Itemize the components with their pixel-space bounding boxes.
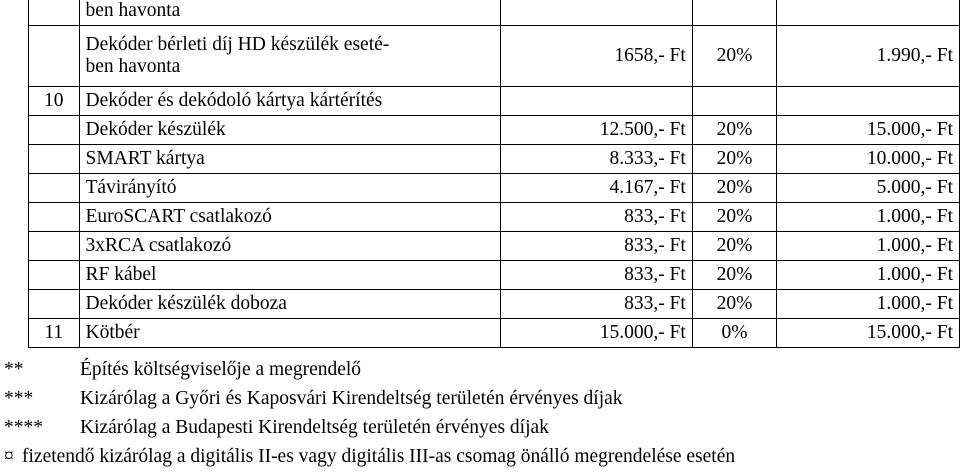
row-number-cell (29, 145, 80, 174)
gross-price-cell (777, 319, 960, 348)
gross-price-cell (777, 174, 960, 203)
net-price: 833,- Ft (624, 235, 686, 256)
price-table (28, 0, 960, 348)
item-name-line: ben havonta (85, 56, 181, 77)
item-name-cell (79, 232, 501, 261)
vat-rate-cell (692, 145, 776, 174)
row-number-cell (29, 174, 80, 203)
row-number-cell (29, 26, 80, 87)
gross-price-cell (777, 87, 960, 116)
item-name-cell (79, 174, 501, 203)
vat-rate-cell (692, 232, 776, 261)
item-name-cell (79, 0, 501, 26)
footnote-text: fizetendő kizárólag a digitális II-es vagy digitális III-as csomag önálló megrendelése esetén (22, 446, 736, 467)
footnote-mark: ¤ (4, 446, 14, 467)
table-row (29, 290, 960, 319)
gross-price: 5.000,- Ft (876, 177, 953, 198)
footnote (0, 413, 960, 442)
vat-rate-cell (692, 290, 776, 319)
item-name-line: SMART kártya (85, 148, 205, 169)
gross-price: 15.000,- Ft (866, 322, 953, 343)
footnote (0, 442, 960, 471)
vat-rate-cell (692, 26, 776, 87)
gross-price: 15.000,- Ft (866, 119, 953, 140)
row-number-cell (29, 319, 80, 348)
vat-rate: 0% (721, 322, 748, 343)
item-name-cell (79, 116, 501, 145)
vat-rate-cell (692, 203, 776, 232)
gross-price: 1.000,- Ft (876, 264, 953, 285)
row-number-cell (29, 116, 80, 145)
price-table-body (29, 0, 960, 348)
gross-price: 1.000,- Ft (876, 235, 953, 256)
footnote-text: Kizárólag a Győri és Kaposvári Kirendeltség területén érvényes díjak (80, 388, 623, 409)
gross-price: 1.990,- Ft (876, 45, 953, 66)
row-number-cell (29, 232, 80, 261)
gross-price: 1.000,- Ft (876, 206, 953, 227)
vat-rate: 20% (716, 119, 753, 140)
table-row (29, 26, 960, 87)
row-number: 11 (44, 322, 64, 343)
row-number-cell (29, 203, 80, 232)
gross-price-cell (777, 290, 960, 319)
item-name-line: 3xRCA csatlakozó (85, 235, 232, 256)
footnote-mark: *** (4, 388, 34, 409)
gross-price-cell (777, 203, 960, 232)
gross-price: 10.000,- Ft (866, 148, 953, 169)
row-number-cell (29, 290, 80, 319)
net-price-cell (501, 0, 692, 26)
gross-price-cell (777, 0, 960, 26)
table-row (29, 116, 960, 145)
vat-rate-cell (692, 116, 776, 145)
footnote-mark: **** (4, 417, 43, 438)
vat-rate-cell (692, 0, 776, 26)
net-price: 15.000,- Ft (599, 322, 686, 343)
table-row (29, 261, 960, 290)
net-price-cell (501, 232, 692, 261)
vat-rate: 20% (716, 293, 753, 314)
gross-price-cell (777, 26, 960, 87)
table-row (29, 87, 960, 116)
table-row (29, 319, 960, 348)
vat-rate: 20% (716, 206, 753, 227)
item-name-line: Dekóder készülék (85, 119, 226, 140)
footnote-mark: ** (4, 359, 24, 380)
gross-price-cell (777, 232, 960, 261)
net-price-cell (501, 174, 692, 203)
item-name-line: Dekóder bérleti díj HD készülék eseté- (85, 34, 390, 55)
vat-rate-cell (692, 261, 776, 290)
row-number-cell (29, 261, 80, 290)
item-name-line: Dekóder készülék doboza (85, 293, 287, 314)
vat-rate: 20% (716, 45, 753, 66)
table-row (29, 0, 960, 26)
vat-rate-cell (692, 319, 776, 348)
net-price: 12.500,- Ft (599, 119, 686, 140)
footnote-text: Kizárólag a Budapesti Kirendeltség területén érvényes díjak (80, 417, 549, 438)
net-price-cell (501, 116, 692, 145)
net-price: 8.333,- Ft (609, 148, 686, 169)
net-price-cell (501, 290, 692, 319)
item-name-line: Kötbér (85, 322, 140, 343)
footnote (0, 355, 960, 384)
gross-price: 1.000,- Ft (876, 293, 953, 314)
gross-price-cell (777, 116, 960, 145)
table-row (29, 203, 960, 232)
net-price: 833,- Ft (624, 293, 686, 314)
item-name-cell (79, 26, 501, 87)
net-price-cell (501, 261, 692, 290)
item-name-cell (79, 319, 501, 348)
vat-rate: 20% (716, 235, 753, 256)
vat-rate-cell (692, 174, 776, 203)
item-name-cell (79, 145, 501, 174)
net-price: 833,- Ft (624, 264, 686, 285)
footnotes (0, 355, 960, 471)
net-price-cell (501, 145, 692, 174)
vat-rate: 20% (716, 264, 753, 285)
item-name-cell (79, 203, 501, 232)
row-number-cell (29, 87, 80, 116)
table-row (29, 174, 960, 203)
net-price: 833,- Ft (624, 206, 686, 227)
row-number-cell (29, 0, 80, 26)
gross-price-cell (777, 145, 960, 174)
item-name-cell (79, 290, 501, 319)
net-price-cell (501, 26, 692, 87)
net-price: 4.167,- Ft (609, 177, 686, 198)
net-price-cell (501, 203, 692, 232)
item-name-cell (79, 261, 501, 290)
gross-price-cell (777, 261, 960, 290)
net-price-cell (501, 319, 692, 348)
item-name-line: RF kábel (85, 264, 157, 285)
vat-rate-cell (692, 87, 776, 116)
item-name-cell (79, 87, 501, 116)
row-number: 10 (44, 90, 64, 111)
item-name-line: EuroSCART csatlakozó (85, 206, 272, 227)
vat-rate: 20% (716, 177, 753, 198)
vat-rate: 20% (716, 148, 753, 169)
table-row (29, 145, 960, 174)
footnote (0, 384, 960, 413)
net-price-cell (501, 87, 692, 116)
item-name-line: Dekóder és dekódoló kártya kártérítés (85, 90, 383, 111)
footnote-text: Építés költségviselője a megrendelő (80, 359, 362, 380)
net-price: 1658,- Ft (614, 45, 686, 66)
item-name-line: Távirányító (85, 177, 177, 198)
item-name-line: ben havonta (85, 0, 181, 21)
table-row (29, 232, 960, 261)
